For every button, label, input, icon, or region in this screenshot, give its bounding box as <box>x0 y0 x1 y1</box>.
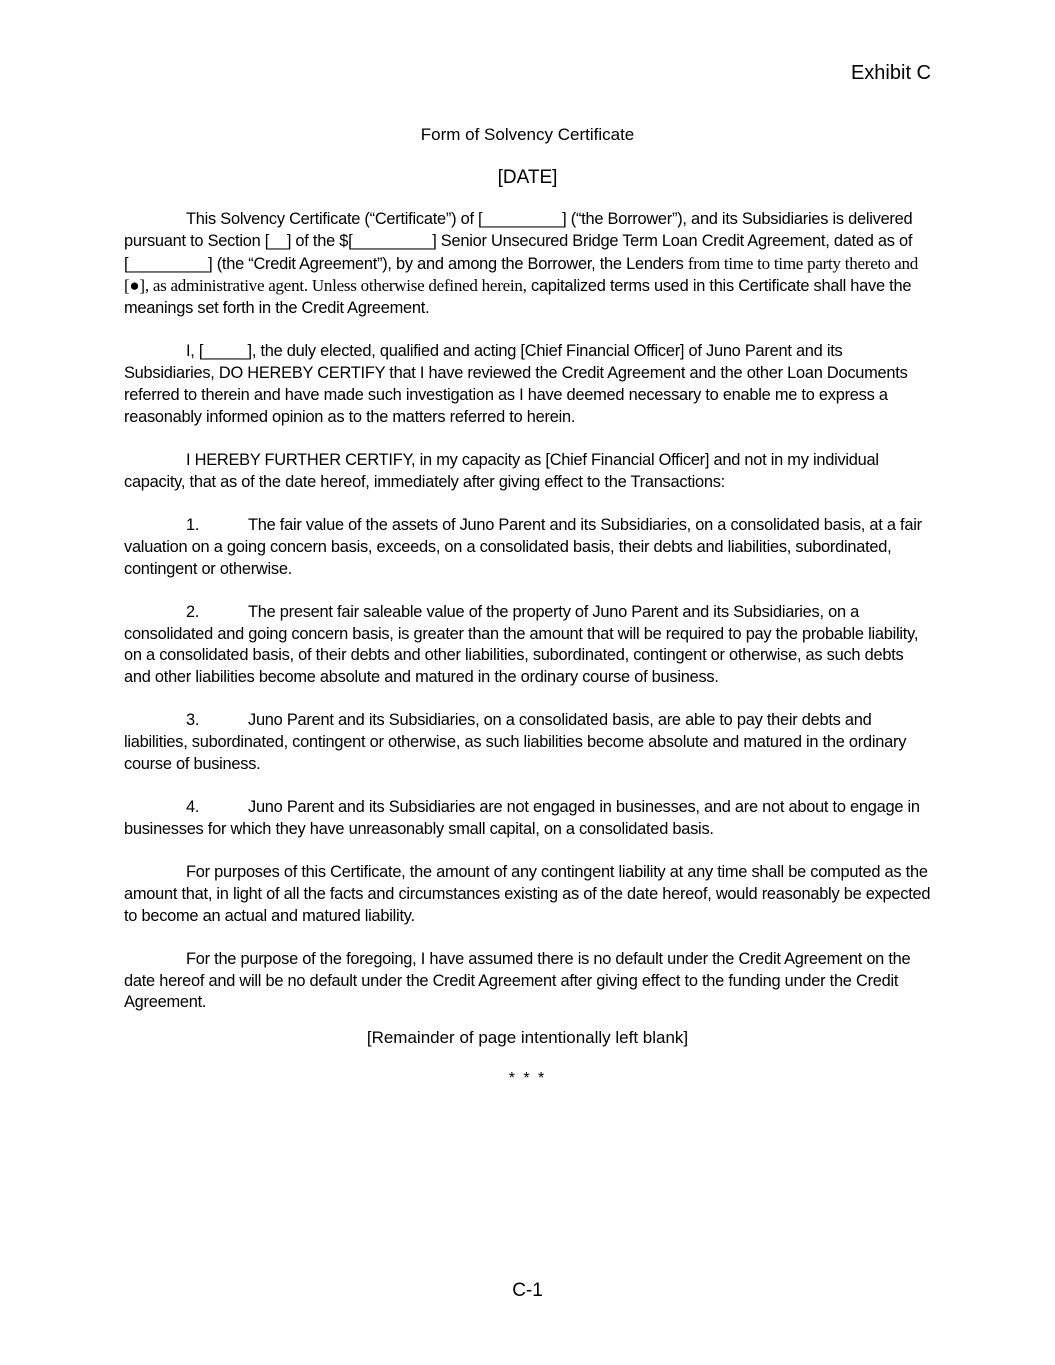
item-number: 3. <box>186 711 200 730</box>
numbered-item-1 <box>124 515 932 580</box>
item-text: Juno Parent and its Subsidiaries are not engaged in businesses, and are not about to engage in businesses for which they have unreasonably small capital, on a consolidated basis. <box>124 798 920 838</box>
intro-text-part-2: from time to time party thereto and [●], as administrative agent. Unless otherwise defined herein, <box>124 253 919 296</box>
document-title: Form of Solvency Certificate <box>420 125 635 144</box>
item-text: Juno Parent and its Subsidiaries, on a consolidated basis, are able to pay their debts and liabilities, subordinated, contingent or otherwise, as such liabilities become absolute and matured in the ordinary course of business. <box>124 711 907 773</box>
intro-text-part-3: capitalized terms used in this Certificate shall have the meanings set forth in the Credit Agreement. <box>124 277 912 318</box>
item-text: The fair value of the assets of Juno Parent and its Subsidiaries, on a consolidated basis, at a fair valuation on a going concern basis, exceeds, on a consolidated basis, their debts and liabilities, subordinated, contingent or otherwise. <box>124 515 922 578</box>
exhibit-label: Exhibit C <box>850 62 931 84</box>
further-certify-paragraph: I HEREBY FURTHER CERTIFY, in my capacity as [Chief Financial Officer] and not in my individual capacity, that as of the date hereof, immediately after giving effect to the Transactions: <box>124 450 879 491</box>
item-number: 1. <box>186 515 200 534</box>
certify-paragraph: I, [_____], the duly elected, qualified and acting [Chief Financial Officer] of Juno Parent and its Subsidiaries, DO HEREBY CERTIFY that I have reviewed the Credit Agreement and the other Loan Documents referred to therein and have made such investigation as I have deemed necessary to enable me to express a reasonably informed opinion as to the matters referred to herein. <box>124 342 908 426</box>
numbered-item-2 <box>124 602 932 689</box>
remainder-blank-note: [Remainder of page intentionally left blank] <box>366 1028 689 1047</box>
numbered-item-3 <box>124 710 932 775</box>
intro-text-part-1: This Solvency Certificate (“Certificate”) of [_________] (“the Borrower”), and its Subsidiaries is delivered pursuant to Section [__] of the $[_________] Senior Unsecured Bridge Term Loan Credit Agreement, dated as of [_________] (the “Credit Agreement”), by and among the Borrower, the Lenders <box>124 210 913 273</box>
intro-paragraph <box>124 209 932 320</box>
numbered-item-4 <box>124 797 932 841</box>
section-separator: * * * <box>508 1070 547 1087</box>
document-body <box>124 209 932 1036</box>
page-number: C-1 <box>512 1280 543 1301</box>
assumption-paragraph: For the purpose of the foregoing, I have assumed there is no default under the Credit Agreement on the date hereof and will be no default under the Credit Agreement after giving effect to the funding under the Credit Agreement. <box>124 949 911 1012</box>
contingent-liability-paragraph: For purposes of this Certificate, the amount of any contingent liability at any time shall be computed as the amount that, in light of all the facts and circumstances existing as of the date hereof, would reasonably be expected to become an actual and matured liability. <box>124 863 931 925</box>
date-placeholder: [DATE] <box>497 167 558 188</box>
item-number: 2. <box>186 602 200 621</box>
item-number: 4. <box>186 798 200 817</box>
item-text: The present fair saleable value of the property of Juno Parent and its Subsidiaries, on a consolidated and going concern basis, is greater than the amount that will be required to pay the probable liability, on a consolidated basis, of their debts and other liabilities, subordinated, contingent or otherwise, as such debts and other liabilities become absolute and matured in the ordinary course of business. <box>124 602 919 687</box>
